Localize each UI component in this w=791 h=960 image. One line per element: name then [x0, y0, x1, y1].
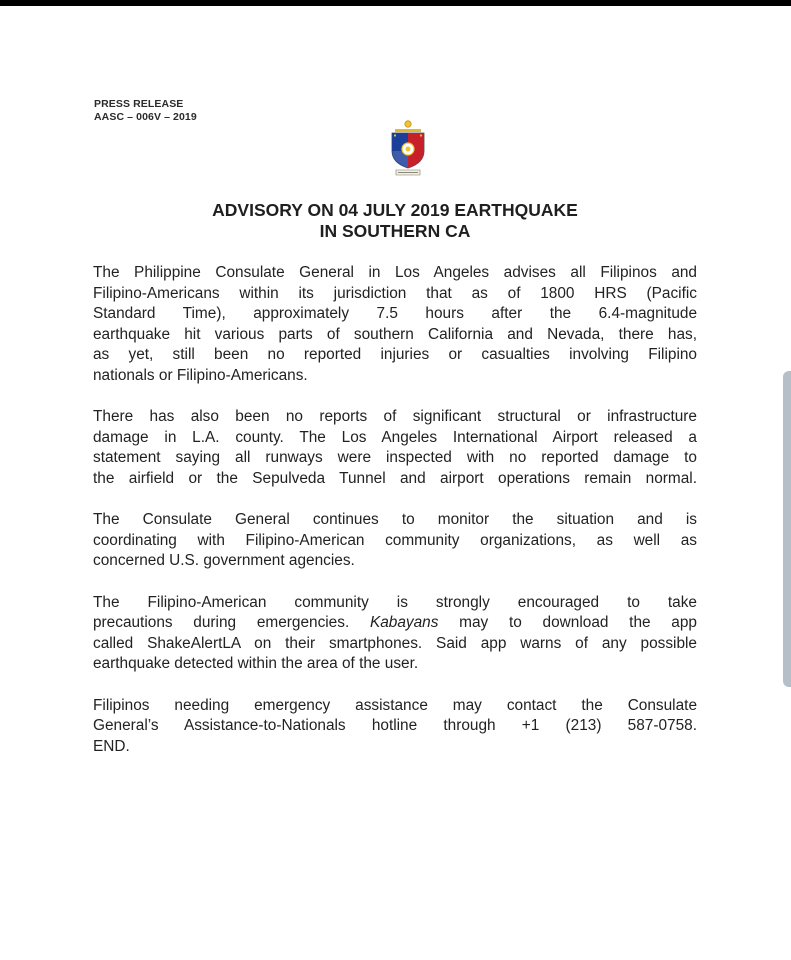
- advisory-title: [140, 200, 650, 242]
- advisory-body: [93, 263, 697, 778]
- paragraph-line: coordinating with Filipino-American community organizations, as well as: [93, 531, 697, 549]
- paragraph-line: Filipino-Americans within its jurisdiction that as of 1800 HRS (Pacific: [93, 284, 697, 302]
- paragraph-1: [93, 263, 697, 386]
- paragraph-5: [93, 696, 697, 758]
- philippine-seal-icon: [382, 118, 434, 178]
- paragraph-line: called ShakeAlertLA on their smartphones. Said app warns of any possible: [93, 634, 697, 652]
- paragraph-line: General’s Assistance-to-Nationals hotline through +1 (213) 587-0758.: [93, 717, 697, 734]
- kabayans-italic: Kabayans: [369, 614, 439, 631]
- paragraph-3: [93, 510, 697, 572]
- title-line-1: ADVISORY ON 04 JULY 2019 EARTHQUAKE: [212, 200, 578, 220]
- title-line-2: IN SOUTHERN CA: [319, 221, 471, 241]
- paragraph-text: precautions during emergencies.: [93, 614, 370, 631]
- paragraph-line: as yet, still been no reported injuries or casualties involving Filipino: [93, 346, 697, 363]
- paragraph-text: may to download the app: [438, 614, 697, 631]
- paragraph-line: damage in L.A. county. The Los Angeles International Airport released a: [93, 428, 697, 446]
- press-release-header: [94, 98, 197, 124]
- paragraph-line: The Philippine Consulate General in Los Angeles advises all Filipinos and: [93, 264, 697, 281]
- paragraph-line: earthquake detected within the area of the user.: [93, 655, 419, 672]
- paragraph-2: [93, 407, 697, 489]
- top-status-bar: [0, 0, 791, 6]
- paragraph-line: The Consulate General continues to monitor the situation and is: [93, 511, 697, 528]
- paragraph-line: nationals or Filipino-Americans.: [93, 366, 308, 384]
- paragraph-line: The Filipino-American community is strongly encouraged to take: [93, 593, 697, 611]
- scroll-handle[interactable]: [783, 371, 791, 687]
- paragraph-line: earthquake hit various parts of southern California and Nevada, there has,: [93, 325, 697, 343]
- paragraph-line: concerned U.S. government agencies.: [93, 552, 355, 569]
- paragraph-line: [93, 613, 697, 634]
- paragraph-line: the airfield or the Sepulveda Tunnel and airport operations remain normal.: [93, 469, 697, 487]
- paragraph-line: Standard Time), approximately 7.5 hours after the 6.4-magnitude: [93, 305, 697, 322]
- reference-code: AASC – 006V – 2019: [94, 111, 197, 123]
- paragraph-4: [93, 593, 697, 675]
- paragraph-line: Filipinos needing emergency assistance may contact the Consulate: [93, 696, 697, 714]
- paragraph-line: There has also been no reports of significant structural or infrastructure: [93, 408, 697, 425]
- press-release-label: PRESS RELEASE: [94, 98, 184, 110]
- paragraph-line: statement saying all runways were inspected with no reported damage to: [93, 449, 697, 466]
- paragraph-line: END.: [93, 737, 130, 755]
